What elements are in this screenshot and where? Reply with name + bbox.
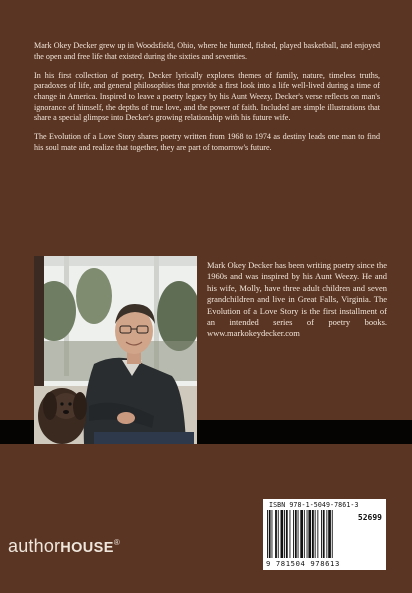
barcode-bar — [321, 510, 322, 558]
barcode-bar — [272, 510, 273, 558]
barcode-bar — [300, 510, 303, 558]
barcode-bar — [281, 510, 284, 558]
isbn-digits: 9 781504 978613 — [266, 559, 340, 568]
barcode-bar — [323, 510, 325, 558]
barcode-bar — [278, 510, 279, 558]
barcode-bar — [269, 510, 271, 558]
price-code: 52699 — [357, 513, 382, 522]
blurb-paragraph-3: The Evolution of a Love Story shares poetry written from 1968 to 1974 as destiny leads one man to find his soul mate and realize that together, they are part of tomorrow's future. — [34, 132, 380, 152]
barcode-bar — [328, 510, 331, 558]
barcode-bar — [286, 510, 288, 558]
barcode-bar — [293, 510, 294, 558]
barcode-bar — [312, 510, 314, 558]
barcode-bar — [298, 510, 299, 558]
barcode-bar — [304, 510, 305, 558]
barcode-bar — [295, 510, 297, 558]
registered-mark: ® — [113, 538, 120, 547]
author-bio: Mark Okey Decker has been writing poetry since the 1960s and was inspired by his Aunt Weezy. He and his wife, Molly, have three adult children and seven grandchildren and live in Great Falls, Virginia. The Evolution of a Love Story is the first installment of an intended series of poetry books. www.markokeydecker.com — [207, 260, 387, 339]
barcode-bar — [284, 510, 285, 558]
publisher-logo — [8, 536, 120, 557]
barcode-bars — [267, 510, 357, 558]
barcode-bar — [275, 510, 277, 558]
isbn-barcode — [263, 499, 386, 570]
barcode-bar — [326, 510, 327, 558]
barcode-bar — [317, 510, 318, 558]
blurb-paragraph-1: Mark Okey Decker grew up in Woodsfield, Ohio, where he hunted, fished, played basketball, and enjoyed the open and free life that existed during the sixties and seventies. — [34, 41, 380, 61]
author-photo — [34, 256, 197, 444]
blurb-paragraph-2: In his first collection of poetry, Decker lyrically explores themes of family, nature, timeless truths, paradoxes of life, and general philosophies that provide a first look into a life well-lived during a time of change in America. Inspired to leave a poetry legacy by his Aunt Weezy, Decker's verse reflects on man's ignorance of himself, the depths of true love, and the power of faith. Included are simple illustrations that share a special glimpse into Decker's growing relationship with his future wife. — [34, 70, 380, 123]
publisher-name-bold: HOUSE — [60, 540, 114, 556]
barcode-bar — [308, 510, 311, 558]
barcode-bar — [307, 510, 308, 558]
publisher-name-light: author — [8, 536, 61, 556]
barcode-bar — [315, 510, 316, 558]
barcode-bar — [267, 510, 268, 558]
back-cover-blurb — [34, 41, 380, 162]
barcode-bar — [332, 510, 333, 558]
barcode-bar — [290, 510, 291, 558]
isbn-label: ISBN 978-1-5049-7861-3 — [269, 501, 359, 509]
